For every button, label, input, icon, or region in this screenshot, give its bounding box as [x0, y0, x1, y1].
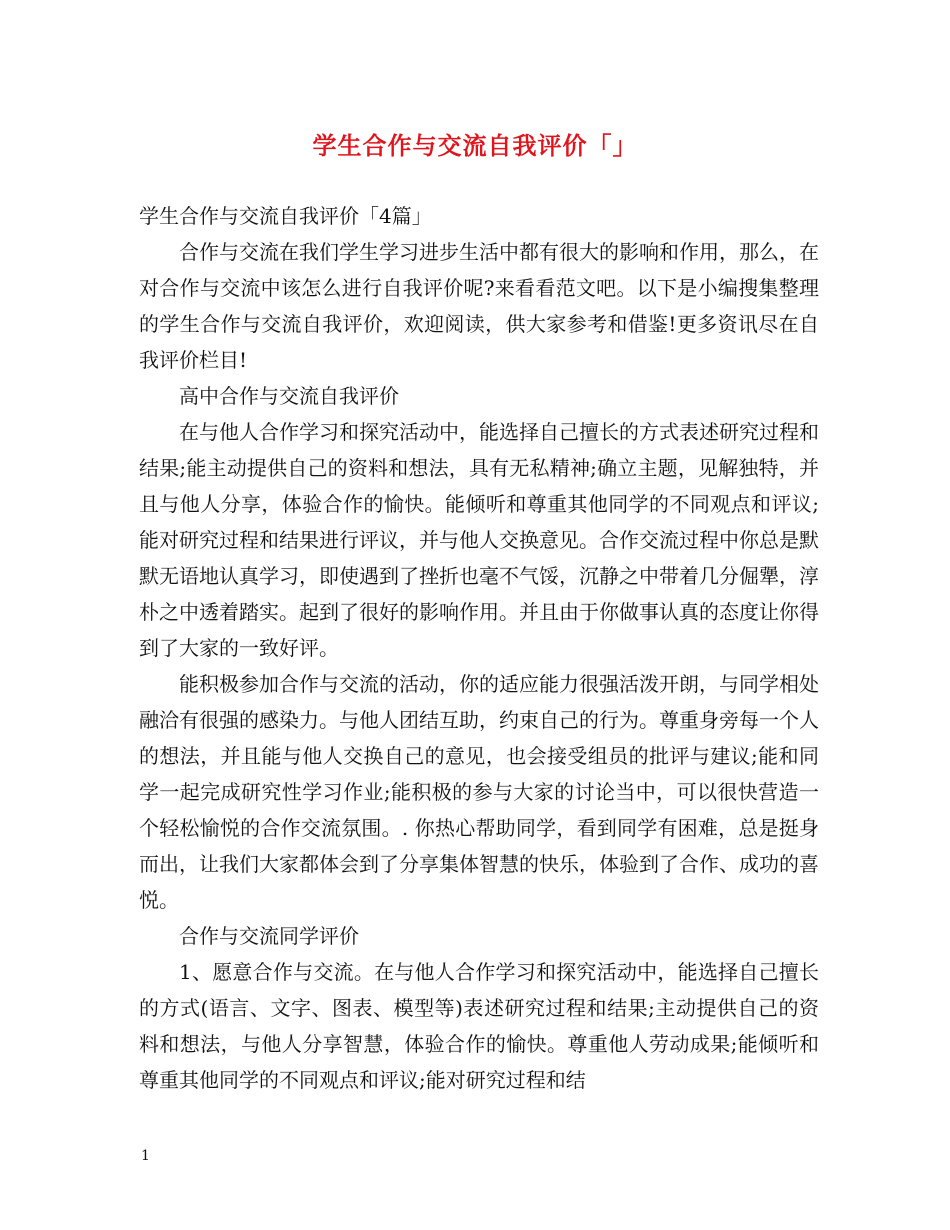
subtitle-paragraph: 学生合作与交流自我评价「4篇」: [139, 204, 432, 228]
intro-paragraph: 合作与交流在我们学生学习进步生活中都有很大的影响和作用，那么，在对合作与交流中该怎么进行自我评价呢?来看看范文吧。以下是小编搜集整理的学生合作与交流自我评价，欢迎阅读，供大家参考和借鉴!更多资讯尽在自我评价栏目!: [139, 240, 819, 372]
page-number: 1: [141, 1148, 150, 1164]
section-heading-peer-review: 合作与交流同学评价: [179, 924, 359, 948]
section-heading-high-school: 高中合作与交流自我评价: [179, 384, 399, 408]
body-paragraph: 能积极参加合作与交流的活动，你的适应能力很强活泼开朗，与同学相处融洽有很强的感染力。与他人团结互助，约束自己的行为。尊重身旁每一个人的想法，并且能与他人交换自己的意见，也会接受组员的批评与建议;能和同学一起完成研究性学习作业;能积极的参与大家的讨论当中，可以很快营造一个轻松愉悦的合作交流氛围。. 你热心帮助同学，看到同学有困难，总是挺身而出，让我们大家都体会到了分享集体智慧的快乐，体验到了合作、成功的喜悦。: [139, 672, 819, 912]
document-title: 学生合作与交流自我评价「」: [312, 131, 638, 160]
body-paragraph: 在与他人合作学习和探究活动中，能选择自己擅长的方式表述研究过程和结果;能主动提供自己的资料和想法，具有无私精神;确立主题，见解独特，并且与他人分享，体验合作的愉快。能倾听和尊重其他同学的不同观点和评议;能对研究过程和结果进行评议，并与他人交换意见。合作交流过程中你总是默默无语地认真学习，即使遇到了挫折也毫不气馁，沉静之中带着几分倔犟，淳朴之中透着踏实。起到了很好的影响作用。并且由于你做事认真的态度让你得到了大家的一致好评。: [139, 420, 819, 660]
body-paragraph: 1、愿意合作与交流。在与他人合作学习和探究活动中，能选择自己擅长的方式(语言、文字、图表、模型等)表述研究过程和结果;主动提供自己的资料和想法，与他人分享智慧，体验合作的愉快。尊重他人劳动成果;能倾听和尊重其他同学的不同观点和评议;能对研究过程和结: [139, 960, 819, 1092]
document-body: [139, 198, 819, 1098]
